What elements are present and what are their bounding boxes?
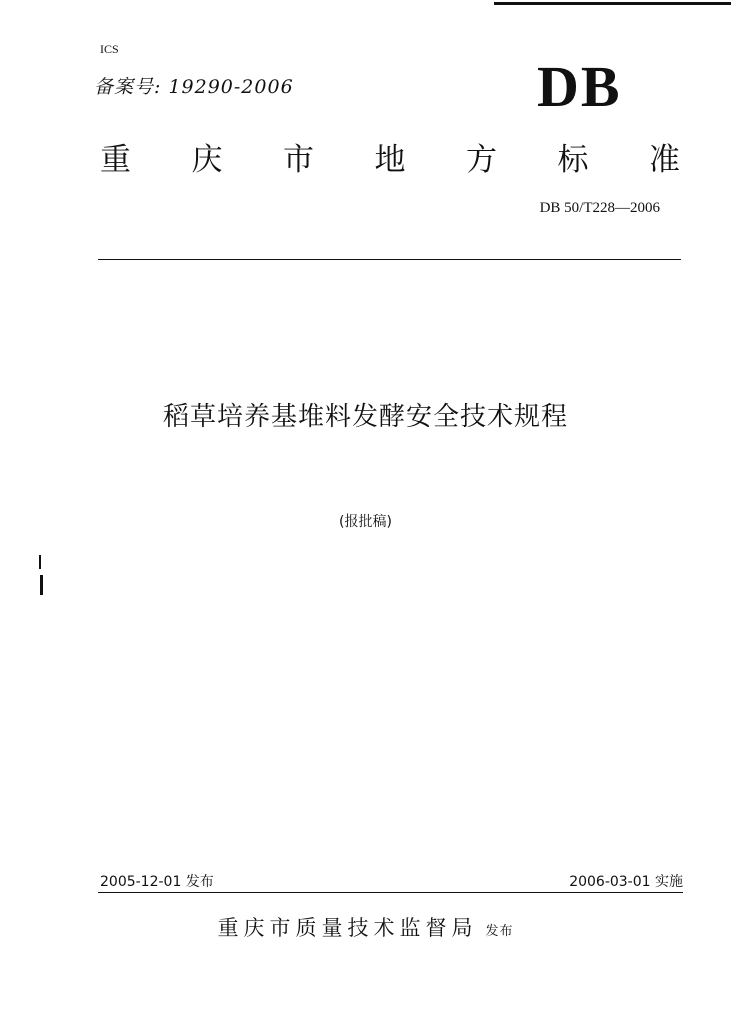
standard-title-char: 地 <box>374 142 406 178</box>
ics-label: ICS <box>100 42 119 56</box>
standard-type-title <box>100 140 680 180</box>
standard-title-char: 市 <box>283 142 314 178</box>
date-row <box>100 871 683 891</box>
issue-date: 2005-12-01 发布 <box>100 874 214 890</box>
standard-title-char: 庆 <box>191 142 223 178</box>
standard-title-char: 准 <box>649 142 680 178</box>
standard-title-char: 方 <box>466 142 497 178</box>
header-divider <box>98 259 681 260</box>
db-logo: DB <box>537 54 622 119</box>
effective-date: 2006-03-01 实施 <box>569 874 683 890</box>
publish-word: 发布 <box>485 924 514 939</box>
draft-note: (报批稿) <box>339 514 392 530</box>
filing-number-handwritten: 备案号: 19290-2006 <box>94 76 294 98</box>
top-edge-rule <box>494 2 731 5</box>
standard-title-char: 重 <box>100 142 131 178</box>
standard-code: DB 50/T228—2006 <box>539 200 660 216</box>
standard-title-char: 标 <box>557 142 589 178</box>
publisher-line <box>0 912 731 942</box>
document-title: 稻草培养基堆料发酵安全技术规程 <box>162 402 568 432</box>
publisher-name: 重庆市质量技术监督局 <box>217 916 478 940</box>
footer-divider <box>98 892 683 893</box>
margin-scan-mark <box>38 555 42 595</box>
